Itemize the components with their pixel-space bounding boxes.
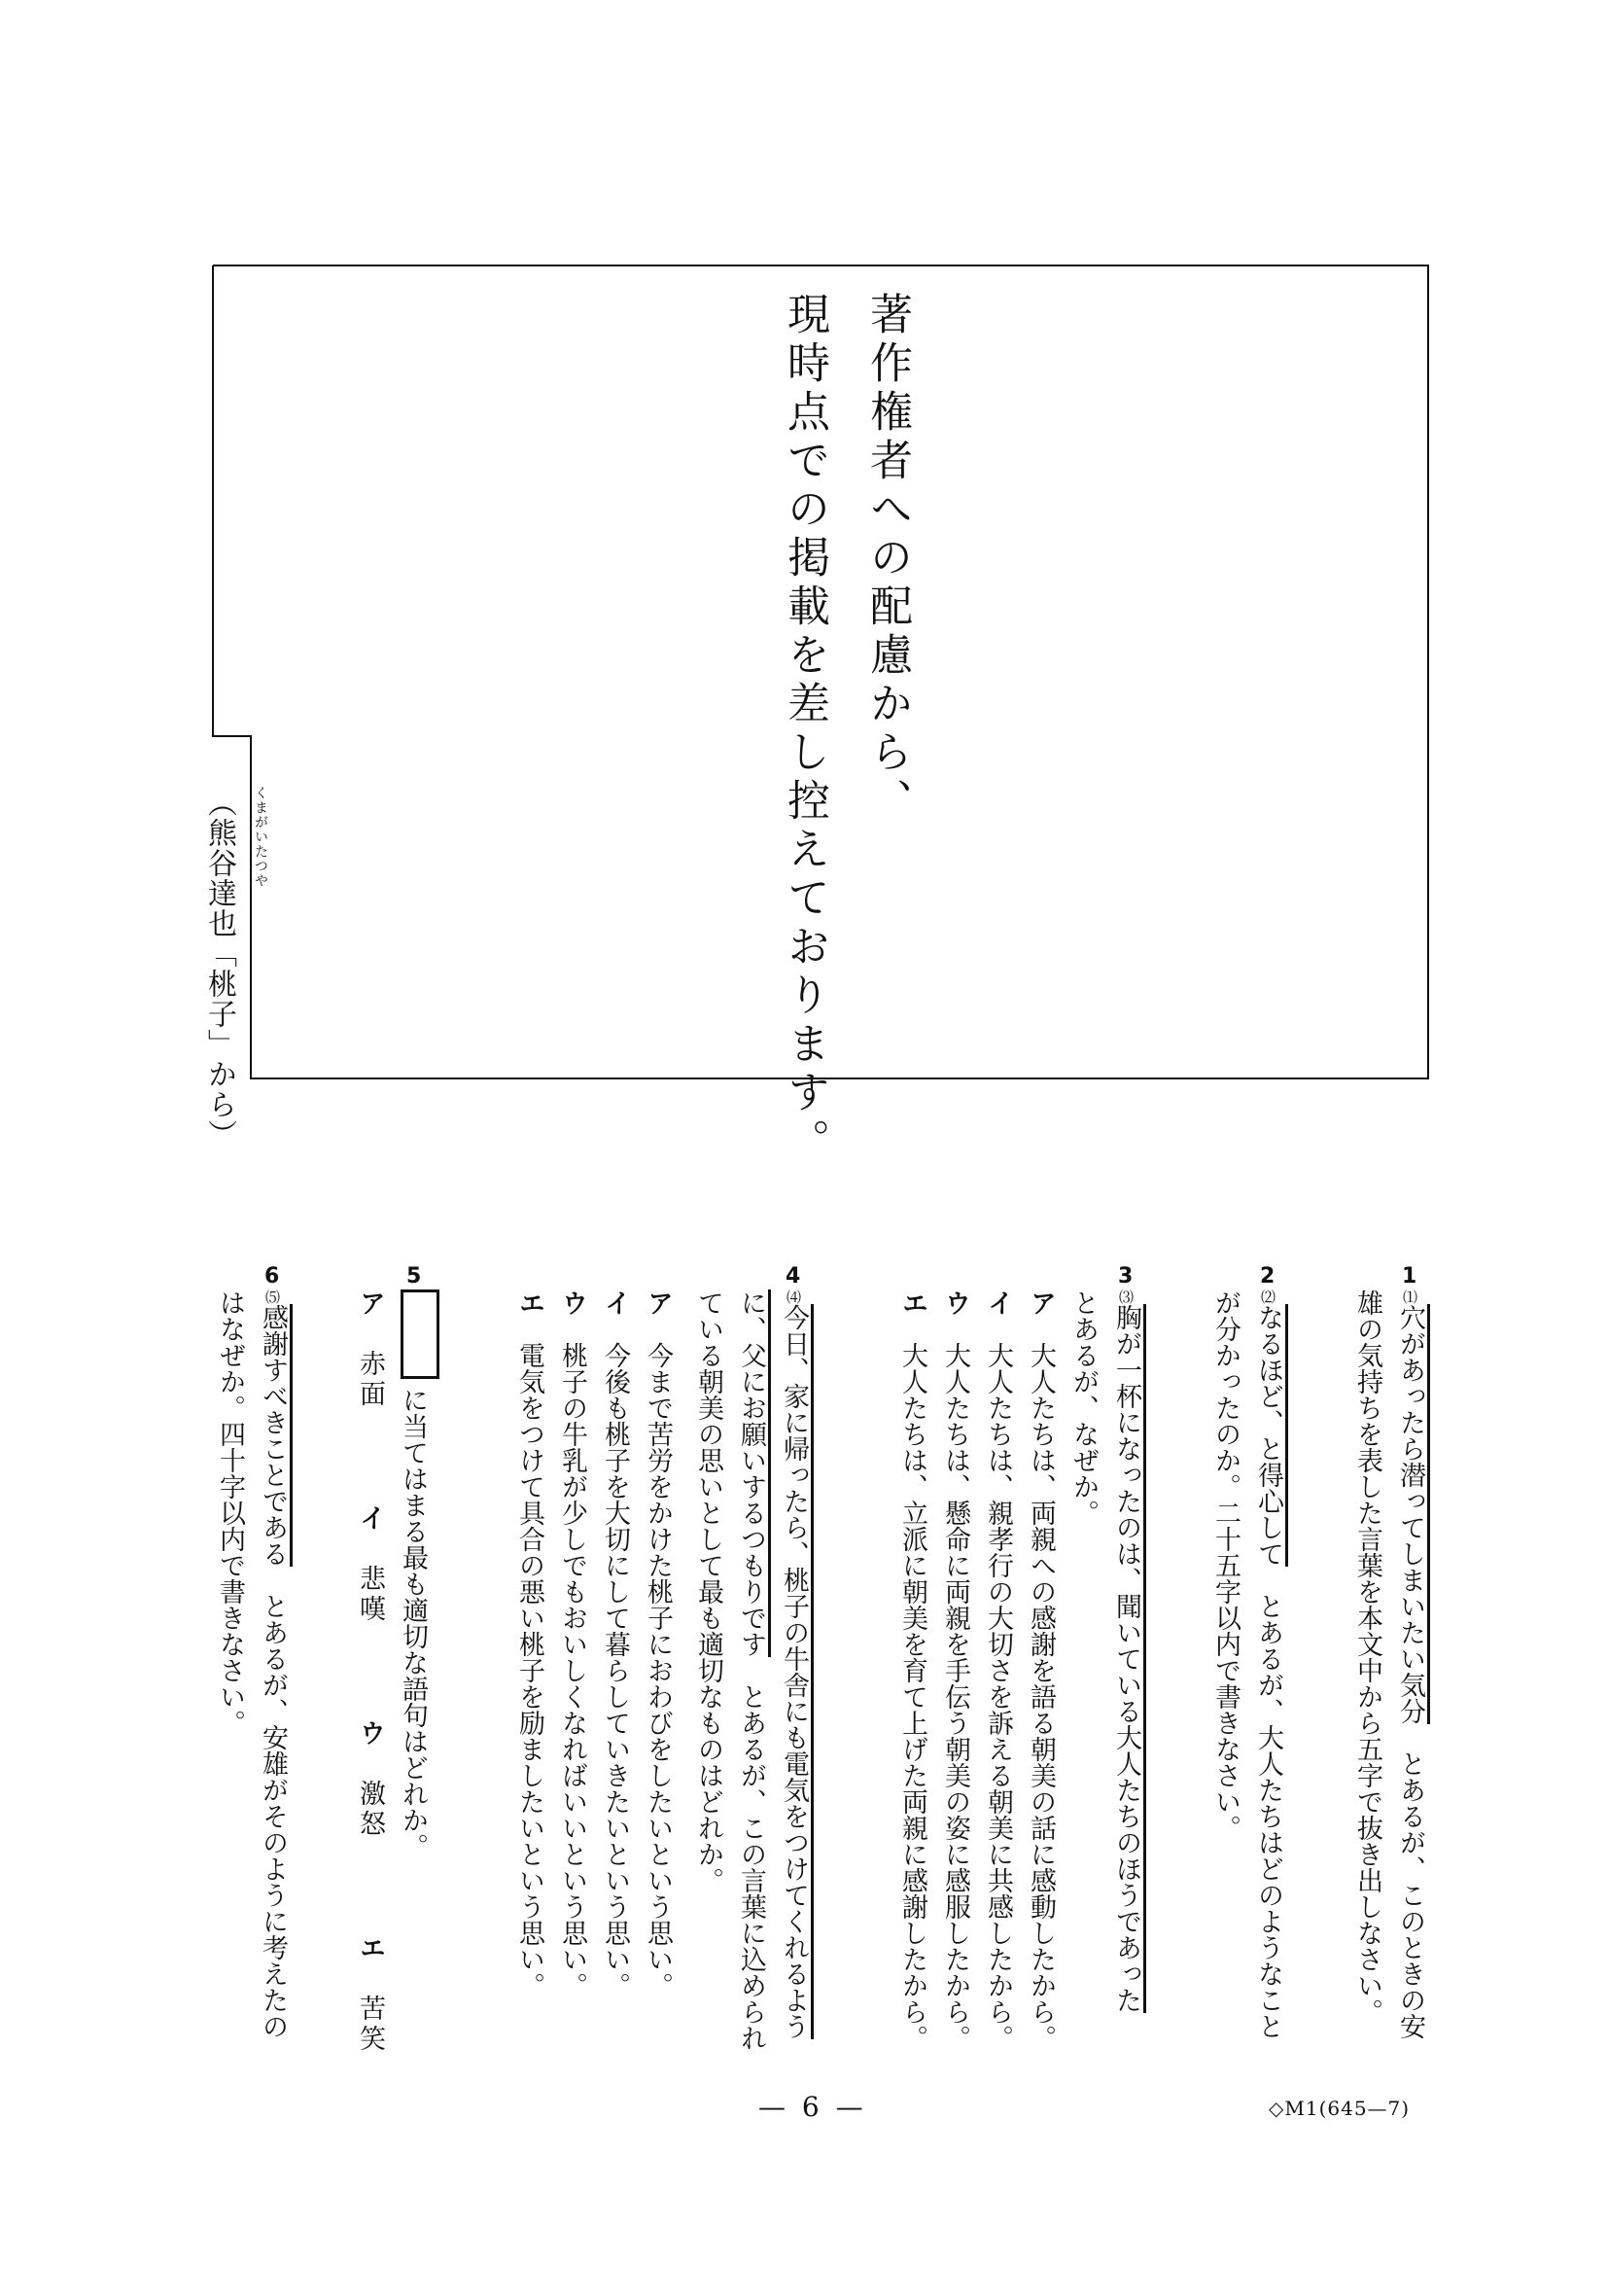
option-text: 大人たちは、懸命に両親を手伝う朝美の姿に感服したから。 [940,1342,970,2051]
source-credit: （熊谷達也「桃子」から） [202,788,236,1149]
option-text: 今まで苦労をかけた桃子におわびをしたいという思い。 [643,1342,673,1998]
option-text: 大人たちは、両親への感謝を語る朝美の話に感動したから。 [1026,1342,1056,2051]
question-4-text-2: とあるが、この言葉に込められ [736,1683,766,2051]
question-4-line-3: ている朝美の思いとして最も適切なものはどれか。 [693,1289,723,1893]
page-number: — 6 — [758,2091,867,2123]
question-4-number: 4 [786,1264,801,1289]
question-4-option-d[interactable] [509,1289,548,1998]
option-text: 大人たちは、立派に朝美を育て上げた両親に感謝したから。 [897,1342,927,2051]
question-5-option-a[interactable] [355,1289,385,1410]
notice-line-1: 著作権者への配慮から、 [862,292,912,827]
option-label: イ [355,1504,385,1535]
option-label: ウ [557,1289,587,1316]
question-4-option-b[interactable] [595,1289,634,1998]
underline-mark-2: ⑵ [1259,1289,1276,1304]
notice-line-2: 現時点での掲載を差し控えております。 [780,292,829,1167]
question-2-text-1: とあるが、大人たちはどのようなこと [1253,1593,1283,2039]
question-5-line-1 [393,1289,439,1859]
question-4-option-a[interactable] [638,1289,677,1998]
question-3-number: 3 [1118,1264,1134,1289]
option-text: 今後も桃子を大切にして暮らしていきたいという思い。 [600,1342,630,1998]
question-1-number: 1 [1402,1264,1417,1289]
option-label: エ [355,1934,385,1964]
underlined-phrase-1: 穴があったら潜ってしまいたい気分 [1395,1304,1430,1724]
option-text: 激怒 [355,1780,385,1840]
question-5-text: に当てはまる最も適切な語句はどれか。 [398,1387,428,1859]
question-5-option-d[interactable] [355,1934,385,2055]
underline-mark-1: ⑴ [1401,1289,1418,1304]
question-3-option-c[interactable] [935,1289,974,2051]
underlined-phrase-4a: 今日、家に帰ったら、桃子の牛舎にも電気をつけてくれるよう [779,1304,814,2039]
question-3-option-a[interactable] [1021,1289,1060,2051]
answer-blank-box [401,1289,439,1379]
question-3-line-1 [1106,1289,1145,2013]
question-1-line-1 [1390,1289,1429,2039]
question-3-line-2: とあるが、なぜか。 [1068,1289,1099,1526]
option-label: エ [897,1289,927,1316]
question-3-option-d[interactable] [892,1289,931,2051]
question-5-options [350,1289,389,2055]
question-2-number: 2 [1260,1264,1276,1289]
document-code: ◇M1(645—7) [1269,2097,1411,2120]
question-5-number: 5 [406,1264,422,1289]
option-label: ウ [355,1719,385,1749]
question-6-line-2: はなぜか。四十字以内で書きなさい。 [215,1289,245,1736]
option-text: 大人たちは、親孝行の大切さを訴える朝美に共感したから。 [983,1342,1013,2051]
question-1-text-1: とあるが、このときの安 [1395,1750,1425,2039]
option-text: 桃子の牛乳が少しでもおいしくなればいいという思い。 [557,1342,587,1998]
option-text: 電気をつけて具合の悪い桃子を励ましたいという思い。 [514,1342,544,1998]
underlined-phrase-2: なるほど、と得心して [1253,1304,1288,1567]
underline-mark-5: ⑸ [263,1289,281,1304]
question-2-line-1 [1248,1289,1287,2039]
option-label: ア [643,1289,673,1316]
question-4-line-2 [731,1289,770,2051]
question-5-option-b[interactable] [355,1504,385,1625]
question-6-line-1 [253,1289,292,2039]
question-4-line-1 [774,1289,813,2039]
underline-mark-4: ⑷ [785,1289,802,1304]
question-4-option-c[interactable] [552,1289,591,1998]
underline-mark-3: ⑶ [1117,1289,1135,1304]
option-text: 悲嘆 [355,1565,385,1625]
underlined-phrase-3: 胸が一杯になったのは、聞いている大人たちのほうであった [1111,1304,1146,2013]
option-label: ウ [940,1289,970,1316]
question-6-number: 6 [264,1264,280,1289]
question-1-line-2: 雄の気持ちを表した言葉を本文中から五字で抜き出しなさい。 [1352,1289,1382,2025]
question-5-option-c[interactable] [355,1719,385,1840]
option-text: 赤面 [355,1350,385,1410]
question-3-option-b[interactable] [978,1289,1017,2051]
option-label: エ [514,1289,544,1316]
option-label: イ [600,1289,630,1316]
author-ruby: くまがいたつや [253,786,268,888]
option-label: ア [355,1289,385,1320]
question-6-text-1: とあるが、安雄がそのように考えたの [258,1593,288,2039]
option-text: 苦笑 [355,1995,385,2055]
option-label: イ [983,1289,1013,1316]
option-label: ア [1026,1289,1056,1316]
question-2-line-2: が分かったのか。二十五字以内で書きなさい。 [1210,1289,1241,1841]
underlined-phrase-5: 感謝すべきことである [258,1304,293,1567]
underlined-phrase-4b: に、父にお願いするつもりです [736,1289,771,1657]
